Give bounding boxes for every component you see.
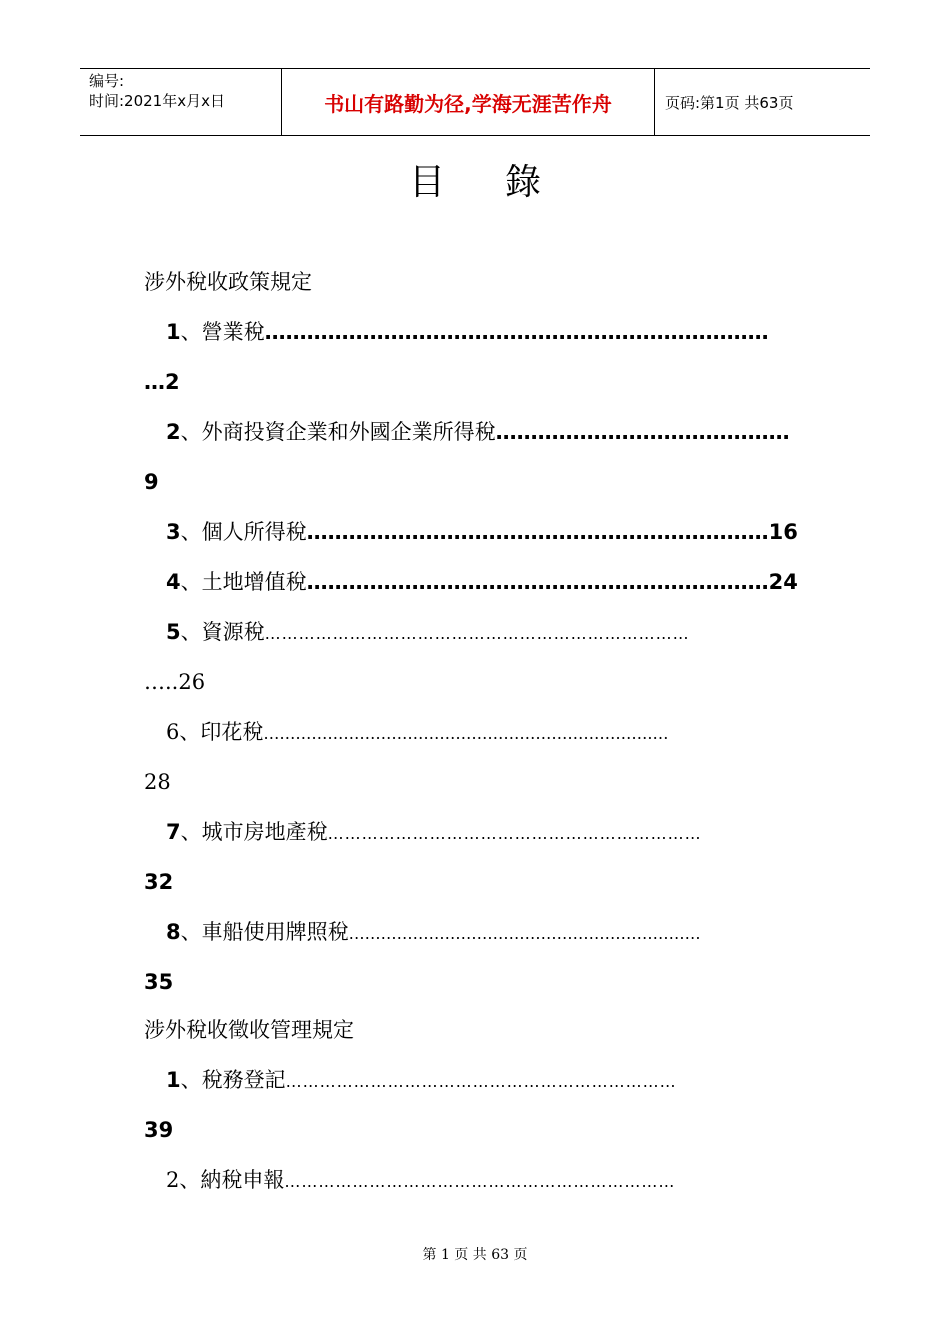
header-page-info: 页码:第1页 共63页	[665, 93, 794, 112]
toc-entry[interactable]	[166, 518, 798, 546]
toc-entry-title: 、個人所得稅	[180, 520, 307, 544]
toc-entry-number: 1	[166, 320, 181, 344]
toc-entry-page: 28	[144, 770, 171, 794]
toc-entry-leader: ……………………………………………………………….…	[263, 724, 669, 743]
toc-entry-page: …..26	[144, 670, 206, 694]
toc-title-char-2: 錄	[505, 162, 542, 203]
toc-entry-number: 3	[166, 520, 181, 544]
page-footer: 第 1 页 共 63 页	[422, 1247, 528, 1263]
toc-entry-leader: ……………………………………………………………	[284, 1172, 676, 1191]
toc-entry-leader: …………………………………………………………	[306, 570, 769, 594]
time-label: 时间:2021年x月x日	[89, 92, 225, 110]
toc-entry-page: 24	[768, 570, 798, 594]
toc-entry-title: 、城市房地產稅	[180, 820, 328, 844]
toc-entry-number: 8	[166, 920, 181, 944]
toc-entry[interactable]	[166, 418, 790, 446]
toc-title-char-1: 目	[408, 162, 445, 203]
toc-entry[interactable]	[166, 1066, 677, 1096]
toc-entry[interactable]	[166, 918, 701, 948]
toc-entry[interactable]	[166, 718, 668, 748]
toc-entry-page: 9	[144, 470, 159, 494]
toc-title	[0, 160, 950, 206]
toc-entry-title: 、資源稅	[180, 620, 265, 644]
toc-entry-leader: ………………………………………………………………	[264, 320, 769, 344]
toc-entry-number: 7	[166, 820, 181, 844]
header-motto: 书山有路勤为径,学海无涯苦作舟	[282, 69, 655, 135]
toc-entry-number: 2	[166, 1168, 180, 1192]
toc-entry[interactable]	[166, 1166, 675, 1196]
toc-entry-title: 、印花稅	[179, 720, 264, 744]
toc-entry-title: 、納稅申報	[179, 1168, 285, 1192]
toc-entry-leader: …………………………………………………………	[306, 520, 769, 544]
toc-entry[interactable]	[166, 568, 798, 596]
toc-entry-page: 35	[144, 970, 174, 994]
toc-entry-title: 、外商投資企業和外國企業所得稅	[180, 420, 496, 444]
toc-entry-page: 39	[144, 1118, 174, 1142]
toc-entry-leader: …………………………………………………………………	[264, 624, 690, 643]
toc-entry[interactable]	[166, 318, 769, 346]
toc-entry-title: 、營業稅	[180, 320, 265, 344]
toc-entry-number: 6	[166, 720, 180, 744]
number-label: 编号:	[89, 72, 125, 90]
toc-entry-title: 、土地增值稅	[180, 570, 307, 594]
section-heading: 涉外稅收徵收管理規定	[144, 1018, 354, 1042]
toc-entry[interactable]	[166, 618, 690, 648]
toc-entry[interactable]	[166, 818, 702, 848]
toc-entry-title: 、稅務登記	[180, 1068, 286, 1092]
toc-entry-leader: ……………………………………	[495, 420, 790, 444]
toc-entry-page: …2	[144, 370, 180, 394]
toc-entry-number: 4	[166, 570, 181, 594]
toc-entry-leader: …………………………………………………………	[348, 924, 701, 943]
section-heading: 涉外稅收政策規定	[144, 270, 312, 294]
toc-entry-page: 32	[144, 870, 174, 894]
toc-entry-number: 2	[166, 420, 181, 444]
toc-entry-number: 5	[166, 620, 181, 644]
toc-entry-leader: ……………………………………………………………	[285, 1072, 677, 1091]
page-header	[80, 68, 870, 136]
toc-entry-number: 1	[166, 1068, 181, 1092]
header-meta	[80, 69, 282, 135]
toc-entry-title: 、車船使用牌照稅	[180, 920, 349, 944]
toc-entry-page: 16	[768, 520, 798, 544]
toc-entry-leader: …………………………………………………………	[327, 824, 702, 843]
